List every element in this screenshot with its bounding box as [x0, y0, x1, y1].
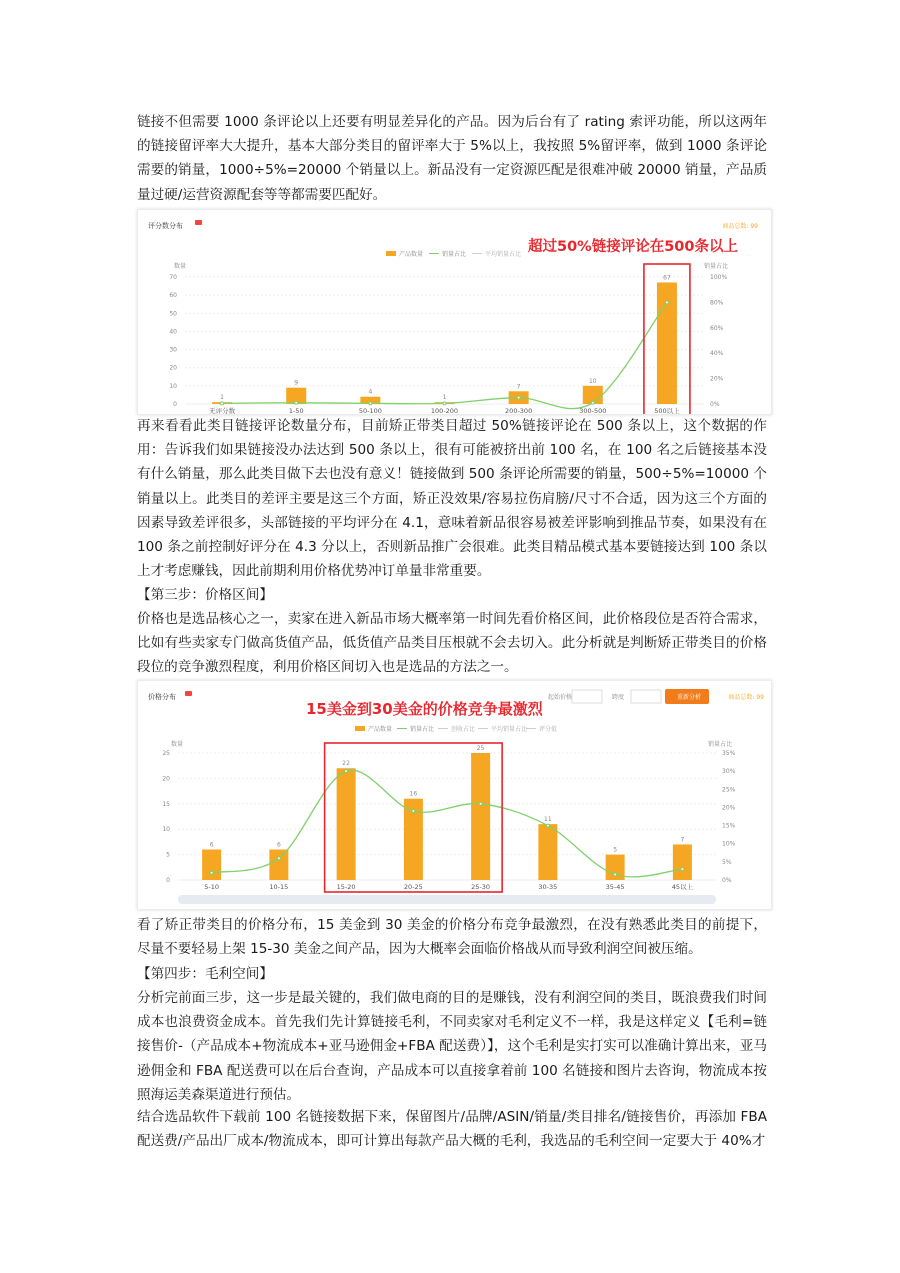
x-tick-label: 500以上 [654, 407, 680, 414]
legend-revenue: 创收占比 [451, 726, 476, 733]
bar-value-label: 4 [368, 388, 373, 396]
step4-heading: 【第四步：毛利空间】 [137, 966, 273, 982]
step-label: 跨度 [612, 694, 625, 701]
y-right-tick: 0% [710, 401, 720, 408]
x-tick-label: 10-15 [269, 883, 289, 891]
bar-value-label: 9 [294, 379, 299, 387]
bar-value-label: 1 [442, 394, 447, 402]
bar-value-label: 25 [476, 745, 485, 752]
price-intro-paragraph: 价格也是选品核心之一，卖家在进入新品市场大概率第一时间先看价格区间，此价格段位是否符合需求，比如有些卖家专门做高货值产品，低货值产品类目压根就不会去切入。此分析就是判断矫正带类目的价格段位的竞争激烈程度，利用价格区间切入也是选品的方法之一。 [137, 611, 767, 676]
bar-value-label: 16 [409, 790, 418, 798]
bar [269, 850, 288, 880]
chart1-total: 商品总数: 99 [722, 223, 758, 230]
y-right-tick: 60% [710, 324, 724, 332]
margin-method-paragraph: 结合选品软件下载前 100 名链接数据下来，保留图片/品牌/ASIN/销量/类目排名/链接售价，再添加 FBA 配送费/产品出厂成本/物流成本，即可计算出每款产品大概的毛利，我选品的毛利空间一定要大于 40%才 [137, 1109, 767, 1150]
y-right-tick: 20% [710, 375, 724, 383]
y-left-tick: 30 [169, 346, 177, 354]
y-left-tick: 15 [162, 800, 170, 808]
start-price-label: 起始价格 [548, 694, 573, 701]
bar-value-label: 6 [209, 841, 214, 849]
y-right-tick: 10% [722, 840, 736, 848]
sales-share-point [443, 402, 446, 405]
y-right-title: 销量占比 [704, 263, 729, 270]
sales-share-point [221, 402, 224, 405]
sales-share-point [345, 770, 348, 773]
y-left-tick: 0 [166, 877, 170, 884]
y-left-tick: 40 [169, 328, 177, 336]
sales-share-point [295, 401, 298, 404]
y-right-tick: 5% [722, 858, 732, 866]
y-right-tick: 40% [710, 350, 724, 358]
bar [673, 844, 692, 880]
legend-avg: 平均销量占比 [485, 251, 522, 258]
bar [471, 753, 490, 880]
y-left-tick: 20 [162, 775, 170, 783]
x-tick-label: 50-100 [358, 407, 382, 414]
x-tick-label: 100-200 [430, 407, 459, 414]
reanalyze-button-label: 重新分析 [677, 694, 702, 701]
y-left-tick: 10 [169, 382, 177, 390]
sales-share-point [517, 396, 520, 399]
sales-share-point [479, 802, 482, 805]
bar-value-label: 6 [276, 841, 281, 849]
bar [538, 824, 557, 880]
bar-value-label: 5 [613, 846, 618, 854]
chart1-title: 评分数分布 [148, 222, 183, 230]
bar-value-label: 10 [588, 377, 597, 385]
bar [337, 768, 356, 880]
bar-value-label: 22 [342, 760, 350, 768]
bar [202, 850, 221, 880]
legend-count: 产品数量 [399, 251, 424, 258]
y-left-tick: 5 [166, 851, 170, 859]
sales-share-point [681, 868, 684, 871]
y-left-tick: 50 [169, 310, 177, 318]
y-left-title: 数量 [171, 741, 184, 748]
x-tick-label: 30-35 [538, 883, 558, 891]
y-right-tick: 80% [710, 299, 724, 307]
x-tick-label: 15-20 [336, 883, 356, 891]
review-count-chart-svg [138, 210, 771, 414]
chart2-title: 价格分布 [148, 693, 176, 701]
bar-value-label: 67 [663, 274, 671, 282]
legend-swatch-count [355, 726, 365, 731]
y-right-tick: 30% [722, 768, 736, 776]
y-left-title: 数量 [174, 263, 187, 270]
intro-paragraph: 链接不但需要 1000 条评论以上还要有明显差异化的产品。因为后台有了 rating 索评功能，所以这两年的链接留评率大大提升，基本大部分类目的留评率大于 5%以上，我按照 5%留评率，做到 1000 条评论需要的销量，1000÷5%=20000 个销量以上。新品没有一定资源匹配是很难冲破 20000 销量，产品质量过硬/运营资源配套等等都需要匹配好。 [137, 114, 767, 203]
y-right-tick: 15% [722, 822, 736, 830]
sales-share-point [210, 871, 213, 874]
review-analysis-paragraph: 再来看看此类目链接评论数量分布，目前矫正带类目超过 50%链接评论在 500 条以上，这个数据的作用：告诉我们如果链接没办法达到 500 条以上，很有可能被挤出前 100 名，在 100 名之后链接基本没有什么销量，那么此类目做下去也没有意义！链接做到 500 条评论所需要的销量，500÷5%=10000 个销量以上。此类目的差评主要是这三个方面，矫正没效果/容易拉伤肩膀/尺寸不合适，因为这三个方面的因素导致差评很多，头部链接的平均评分在 4.1，意味着新品很容易被差评影响到推品节奏，如果没有在 100 条之前控制好评分在 4.3 分以上，否则新品推广会很难。此类目精品模式基本要链接达到 100 条以上才考虑赚钱，因此前期利用价格优势冲订单量非常重要。 [137, 418, 767, 580]
video-icon [195, 220, 202, 225]
legend-rating: 评分值 [539, 726, 558, 733]
y-left-tick: 60 [169, 292, 177, 300]
y-right-tick: 20% [722, 804, 736, 812]
review-count-chart [137, 209, 772, 415]
price-conclusion-paragraph: 看了矫正带类目的价格分布，15 美金到 30 美金的价格分布竞争最激烈，在没有熟悉此类目的前提下，尽量不要轻易上架 15-30 美金之间产品，因为大概率会面临价格战从而导致利润空间被压缩。 [137, 917, 767, 958]
y-right-tick: 35% [722, 750, 736, 757]
chart1-annotation: 超过50%链接评论在500条以上 [528, 239, 738, 255]
sales-share-point [614, 873, 617, 876]
x-tick-label: 45以上 [671, 883, 694, 891]
x-tick-label: 25-30 [471, 883, 491, 891]
legend-sales: 销量占比 [410, 726, 435, 733]
y-left-tick: 70 [169, 274, 177, 281]
sales-share-point [665, 301, 668, 304]
bar-value-label: 7 [516, 383, 521, 391]
x-tick-label: 20-25 [403, 883, 423, 891]
y-left-tick: 20 [169, 364, 177, 372]
legend-sales: 销量占比 [442, 251, 467, 258]
chart2-annotation: 15美金到30美金的价格竞争最激烈 [306, 700, 543, 718]
video-icon [185, 691, 192, 696]
chart2-total: 商品总数: 99 [728, 694, 764, 701]
sales-share-point [369, 402, 372, 405]
bar-value-label: 1 [220, 394, 224, 402]
x-tick-label: 35-45 [605, 883, 625, 891]
bar-value-label: 11 [544, 816, 552, 824]
zoom-slider[interactable] [178, 895, 716, 904]
y-right-title: 销量占比 [708, 741, 733, 748]
y-left-tick: 25 [162, 750, 170, 757]
sales-share-point [277, 857, 280, 860]
price-chart-svg [138, 681, 771, 909]
x-tick-label: 1-50 [288, 407, 304, 414]
y-left-tick: 10 [162, 826, 170, 834]
step-input[interactable] [631, 690, 661, 703]
y-right-tick: 100% [710, 274, 728, 281]
x-tick-label: 无评分数 [209, 407, 236, 414]
legend-avg: 平均销量占比 [491, 726, 528, 733]
step3-heading: 【第三步：价格区间】 [137, 587, 273, 603]
legend-swatch-count [386, 251, 396, 256]
start-price-input[interactable] [572, 690, 602, 703]
legend-count: 产品数量 [368, 726, 393, 733]
y-left-tick: 0 [173, 401, 177, 408]
margin-paragraph: 分析完前面三步，这一步是最关键的，我们做电商的目的是赚钱，没有利润空间的类目，既浪费我们时间成本也浪费资金成本。首先我们先计算链接毛利，不同卖家对毛利定义不一样，我是这样定义【毛利=链接售价-（产品成本+物流成本+亚马逊佣金+FBA 配送费）】，这个毛利是实打实可以准确计算出来，亚马逊佣金和 FBA 配送费可以在后台查询，产品成本可以直接拿着前 100 名链接和图片去咨询，物流成本按照海运美森渠道进行预估。 [137, 990, 767, 1103]
y-right-tick: 25% [722, 786, 736, 794]
sales-share-point [591, 401, 594, 404]
y-right-tick: 0% [722, 877, 732, 884]
sales-share-point [412, 810, 415, 813]
price-distribution-chart [137, 680, 772, 910]
x-tick-label: 5-10 [204, 883, 220, 891]
bar-value-label: 7 [680, 836, 685, 844]
sales-share-point [546, 824, 549, 827]
x-tick-label: 300-500 [579, 407, 607, 414]
x-tick-label: 200-300 [505, 407, 533, 414]
